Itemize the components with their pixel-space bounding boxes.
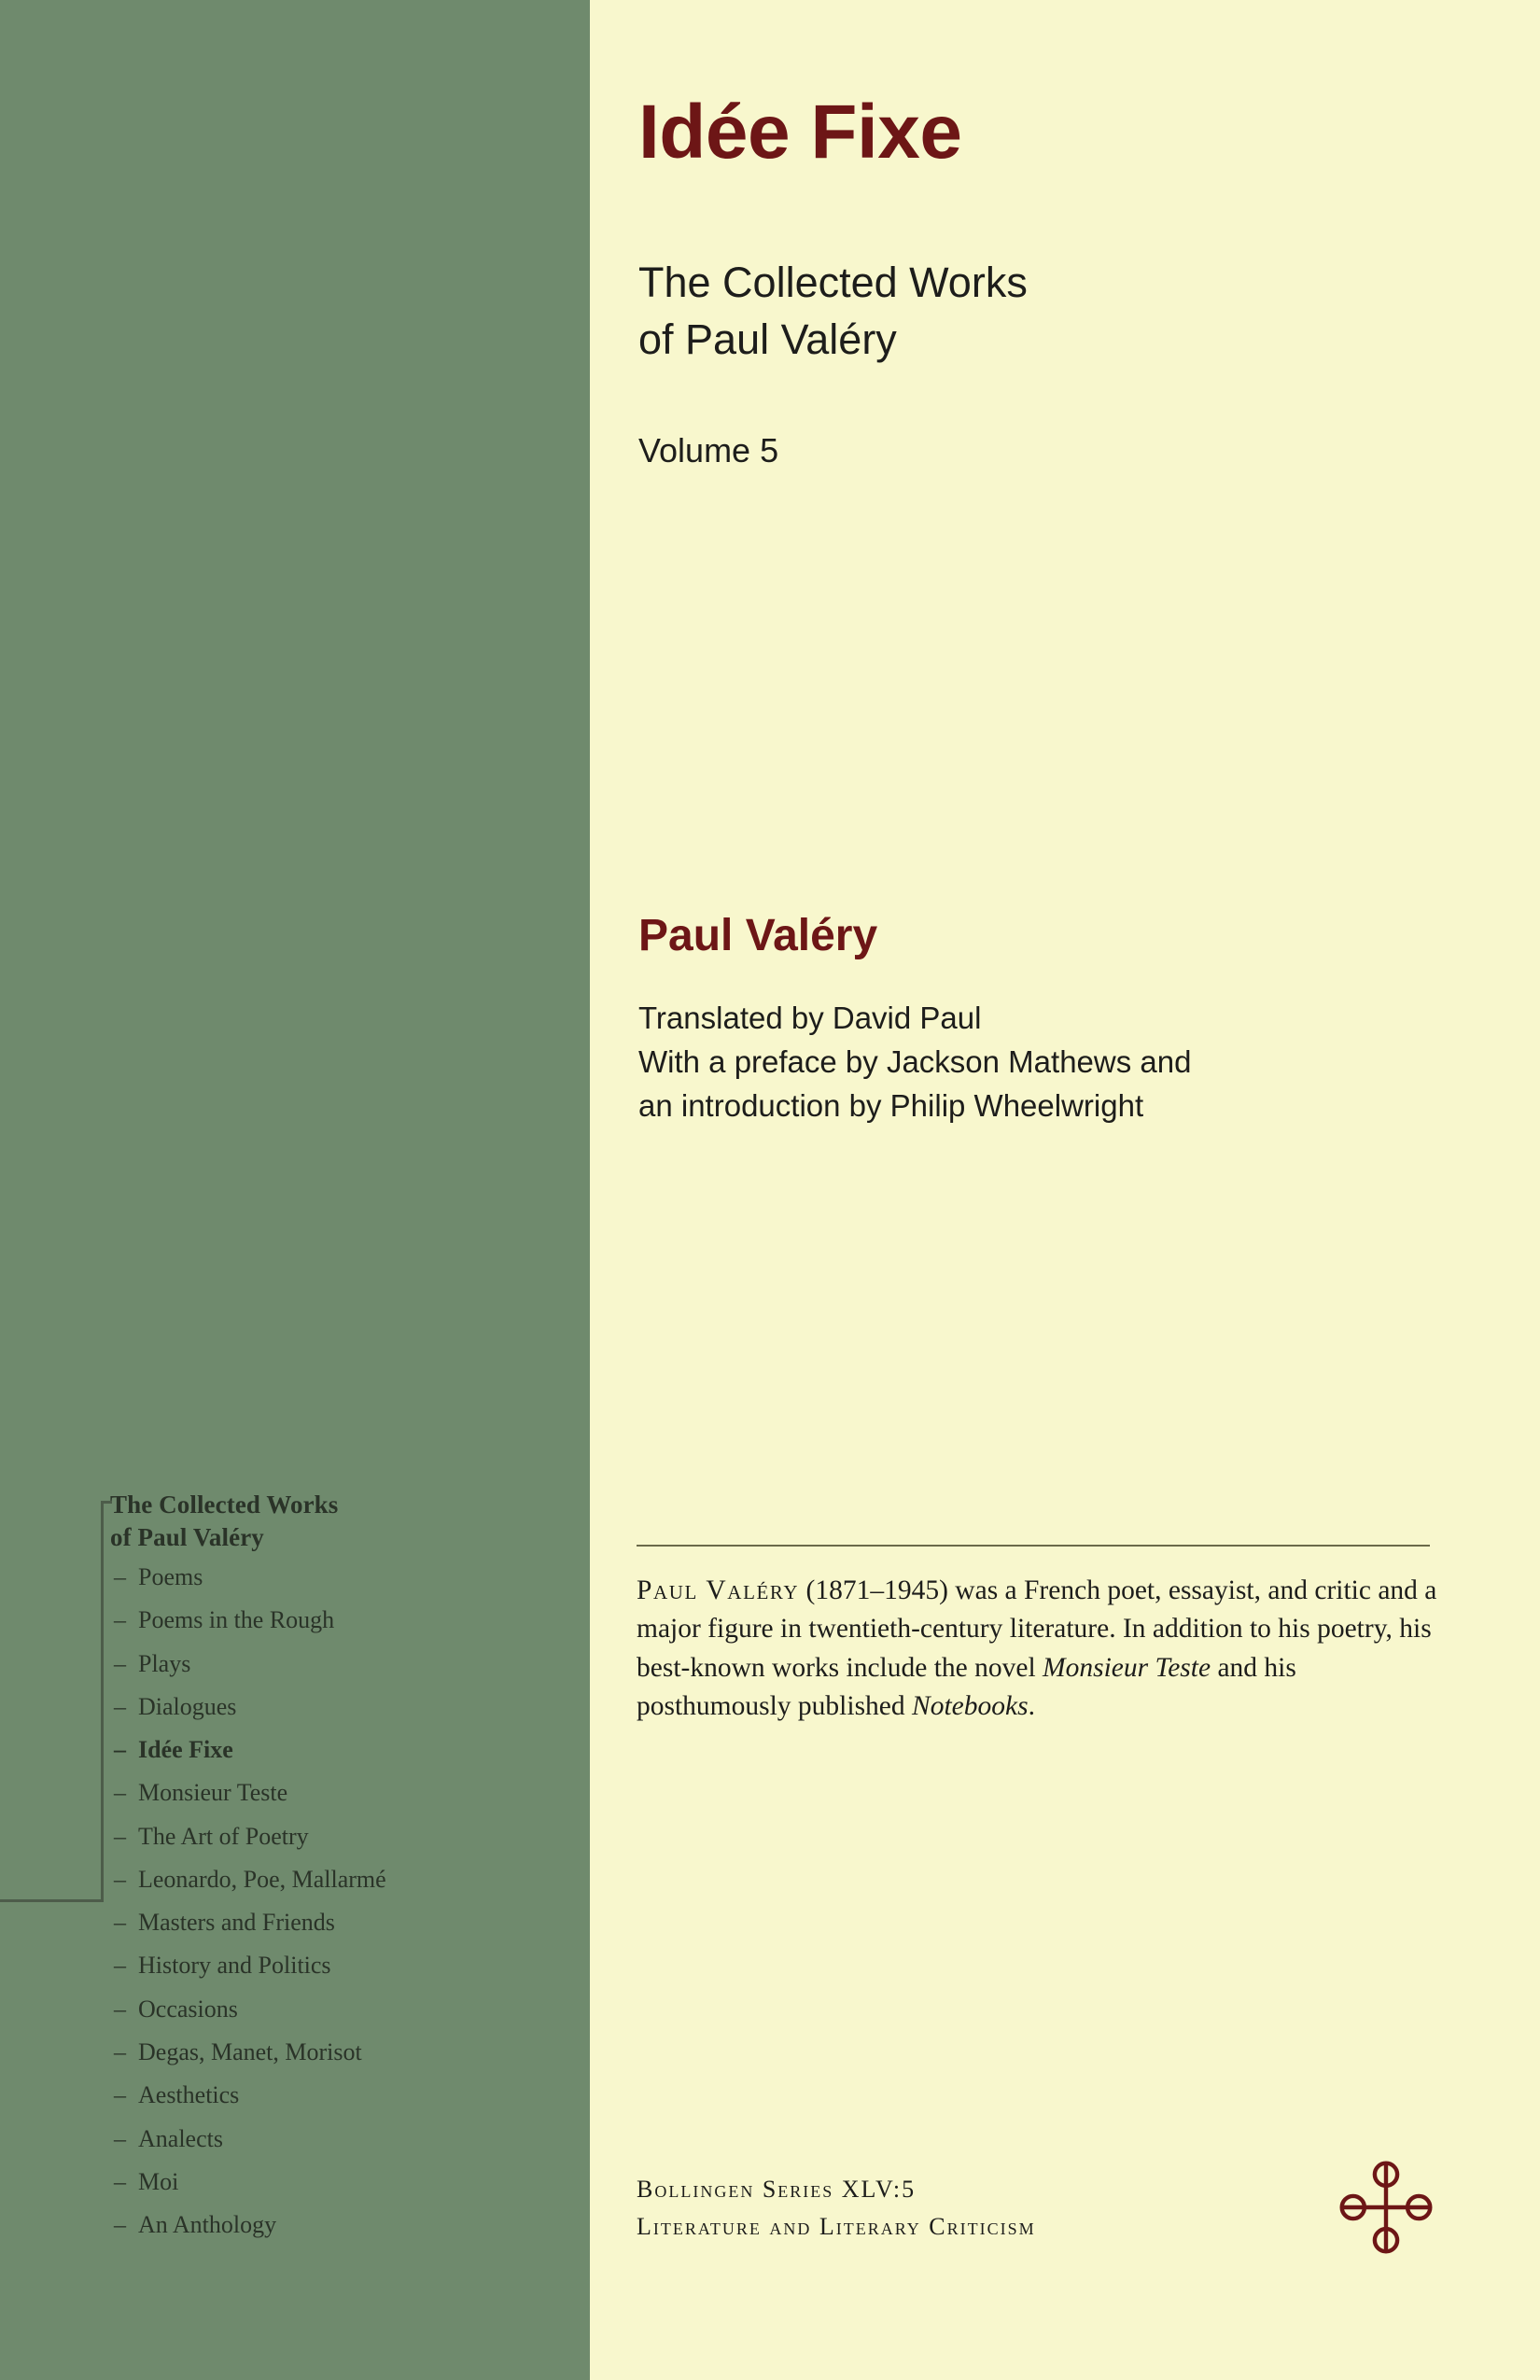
dash-marker: – [114,2124,126,2152]
list-item-label: Moi [138,2167,179,2195]
series-footer [637,2171,1036,2247]
list-item [110,1771,549,1814]
list-item [110,1901,549,1944]
series-bracket-vertical [101,1501,104,1902]
dash-marker: – [114,2038,126,2066]
list-item [110,2161,549,2204]
list-item-label: Degas, Manet, Morisot [138,2038,362,2066]
bio-work-1: Monsieur Teste [1043,1652,1211,1683]
list-item-label: Aesthetics [138,2081,240,2109]
dash-marker: – [114,1649,126,1677]
dash-marker: – [114,1692,126,1720]
list-item [110,2031,549,2074]
list-item [110,1815,549,1858]
dash-marker: – [114,1736,126,1764]
list-item-label: History and Politics [138,1952,331,1980]
dash-marker: – [114,1779,126,1807]
list-item-label: Analects [138,2124,223,2152]
list-item [110,2204,549,2247]
list-item-label: An Anthology [138,2211,277,2239]
series-heading-line-1: The Collected Works [110,1491,339,1519]
list-item-label: Plays [138,1649,191,1677]
series-bracket-extension [0,1899,104,1902]
dash-marker: – [114,2211,126,2239]
list-item-label: Masters and Friends [138,1909,335,1937]
subtitle-line-1: The Collected Works [638,259,1028,306]
list-item [110,1988,549,2031]
list-item-label: Leonardo, Poe, Mallarmé [138,1865,386,1893]
list-item [110,2074,549,2117]
bio-text-3: . [1028,1690,1035,1721]
series-heading-line-2: of Paul Valéry [110,1522,264,1551]
author-bio [637,1572,1441,1726]
volume-number: Volume 5 [638,431,779,469]
dash-marker: – [114,1606,126,1634]
list-item-label: Dialogues [138,1692,237,1720]
list-item-current [110,1729,549,1771]
list-item-label: Idée Fixe [138,1736,233,1764]
dash-marker: – [114,1822,126,1850]
footer-series-line: Bollingen Series XLV:5 [637,2176,917,2203]
dash-marker: – [114,1995,126,2023]
credit-translator: Translated by David Paul [638,1001,982,1035]
bio-author-name: Paul Valéry [637,1575,800,1605]
footer-category-line: Literature and Literary Criticism [637,2213,1036,2241]
subtitle-line-2: of Paul Valéry [638,315,897,364]
list-item-label: Poems [138,1563,203,1591]
book-subtitle [638,254,1028,368]
credits-block [638,997,1191,1128]
list-item [110,2118,549,2161]
bio-text-2: and his posthumously published [637,1652,1296,1721]
dash-marker: – [114,2081,126,2109]
credit-preface: With a preface by Jackson Mathews and [638,1043,1192,1079]
dash-marker: – [114,1563,126,1591]
list-item [110,1643,549,1686]
list-item [110,1599,549,1642]
list-item [110,1556,549,1599]
dash-marker: – [114,1909,126,1937]
dash-marker: – [114,2167,126,2195]
dash-marker: – [114,1865,126,1893]
series-list [110,1489,549,2247]
bollingen-logo-icon [1335,2156,1437,2259]
divider-rule [637,1545,1430,1547]
bio-text-1: (1871–1945) was a French poet, essayist, and critic and a major figure in twentieth-century literature. In addition to his poetry, his best-known works include the novel [637,1575,1437,1683]
list-item-label: Occasions [138,1995,238,2023]
list-item [110,1686,549,1729]
credit-introduction: an introduction by Philip Wheelwright [638,1087,1144,1123]
list-item [110,1944,549,1987]
author-name: Paul Valéry [638,911,878,960]
bio-work-2: Notebooks [912,1690,1029,1721]
list-item [110,1858,549,1901]
series-heading [110,1489,549,1553]
list-item-label: The Art of Poetry [138,1822,309,1850]
list-item-label: Poems in the Rough [138,1606,335,1634]
list-item-label: Monsieur Teste [138,1779,288,1807]
book-title: Idée Fixe [638,90,962,175]
dash-marker: – [114,1952,126,1980]
